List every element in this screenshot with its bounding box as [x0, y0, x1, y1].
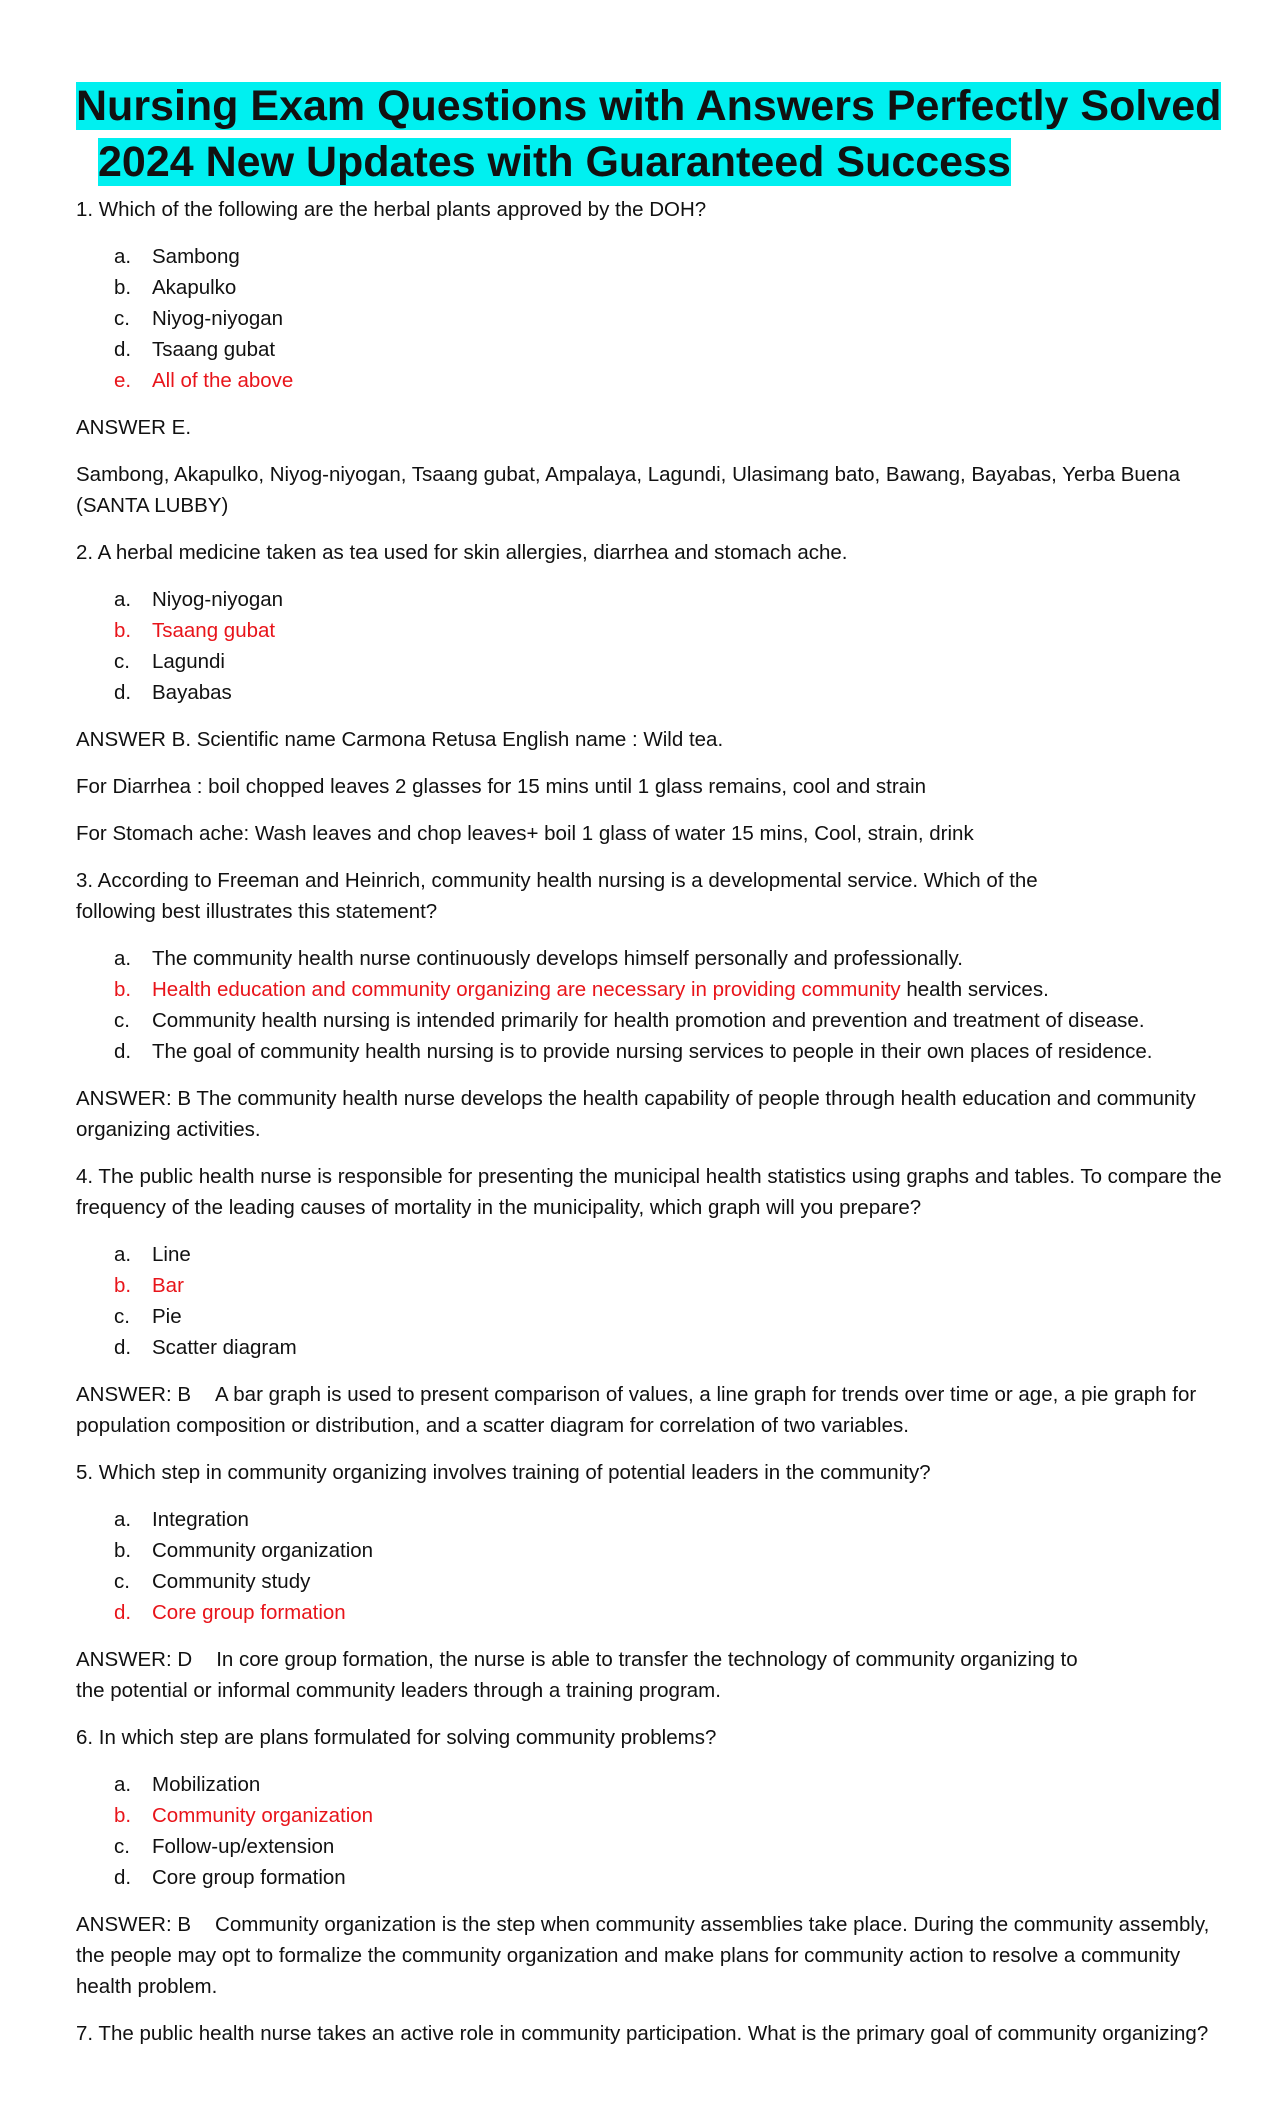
option-b-correct: b. Tsaang gubat: [114, 619, 276, 642]
option-d: d. Bayabas: [114, 681, 232, 704]
option-c: c. Community study: [114, 1570, 311, 1593]
option-d: d. The goal of community health nursing is to provide nursing services to people in their own places of residence.: [114, 1040, 1153, 1063]
question-5: 5. Which step in community organizing involves training of potential leaders in the community?: [76, 1461, 931, 1484]
answer-2-note-stomach: For Stomach ache: Wash leaves and chop leaves+ boil 1 glass of water 15 mins, Cool, strain, drink: [76, 822, 974, 845]
option-b-correct: b. Community organization: [114, 1804, 374, 1827]
option-c: c. Pie: [114, 1305, 182, 1328]
option-b-correct: b. Bar: [114, 1274, 184, 1297]
options-list-5: [76, 1504, 1230, 1628]
answer-3: ANSWER: B The community health nurse develops the health capability of people through health education and community organizing activities.: [76, 1087, 1196, 1141]
option-e-correct: e. All of the above: [114, 369, 294, 392]
option-d: d. Core group formation: [114, 1866, 346, 1889]
document-title: [76, 78, 1230, 190]
option-c: c. Follow-up/extension: [114, 1835, 335, 1858]
option-c: c. Niyog-niyogan: [114, 307, 284, 330]
title-line-2: 2024 New Updates with Guaranteed Success: [98, 138, 1011, 186]
option-a: a. Sambong: [114, 245, 240, 268]
answer-1-note: Sambong, Akapulko, Niyog-niyogan, Tsaang gubat, Ampalaya, Lagundi, Ulasimang bato, Bawang, Bayabas, Yerba Buena (SANTA LUBBY): [76, 463, 1180, 517]
option-c: c. Lagundi: [114, 650, 225, 673]
option-b-correct: b. Health education and community organizing are necessary in providing community health services.: [114, 978, 1049, 1001]
option-c: c. Community health nursing is intended primarily for health promotion and prevention and treatment of disease.: [114, 1009, 1145, 1032]
title-line-1: Nursing Exam Questions with Answers Perfectly Solved: [76, 82, 1222, 130]
option-b: b. Akapulko: [114, 276, 237, 299]
option-a: a. The community health nurse continuously develops himself personally and professionally.: [114, 947, 963, 970]
option-a: a. Niyog-niyogan: [114, 588, 284, 611]
answer-1: ANSWER E.: [76, 416, 192, 439]
option-a: a. Mobilization: [114, 1773, 261, 1796]
option-d: d. Scatter diagram: [114, 1336, 297, 1359]
question-6: 6. In which step are plans formulated for solving community problems?: [76, 1726, 717, 1749]
options-list-6: [76, 1769, 1230, 1893]
options-list-2: [76, 584, 1230, 708]
question-7: 7. The public health nurse takes an active role in community participation. What is the primary goal of community organizing?: [76, 2022, 1209, 2045]
options-list-4: [76, 1239, 1230, 1363]
question-4: 4. The public health nurse is responsible for presenting the municipal health statistics using graphs and tables. To compare the frequency of the leading causes of mortality in the municipality, which graph will you prepare?: [76, 1165, 1222, 1219]
option-b: b. Community organization: [114, 1539, 374, 1562]
option-a: a. Line: [114, 1243, 191, 1266]
question-1: 1. Which of the following are the herbal plants approved by the DOH?: [76, 198, 707, 221]
options-list-3: [76, 943, 1230, 1067]
answer-6: ANSWER: B Community organization is the step when community assemblies take place. During the community assembly, the people may opt to formalize the community organization and make plans for community action to resolve a community health problem.: [76, 1913, 1210, 1998]
option-a: a. Integration: [114, 1508, 249, 1531]
option-d-correct: d. Core group formation: [114, 1601, 346, 1624]
option-d: d. Tsaang gubat: [114, 338, 276, 361]
question-2: 2. A herbal medicine taken as tea used for skin allergies, diarrhea and stomach ache.: [76, 541, 848, 564]
options-list-1: [76, 241, 1230, 396]
answer-4: ANSWER: B A bar graph is used to present comparison of values, a line graph for trends over time or age, a pie graph for population composition or distribution, and a scatter diagram for correlation of two variables.: [76, 1383, 1197, 1437]
answer-2: ANSWER B. Scientific name Carmona Retusa English name : Wild tea.: [76, 728, 724, 751]
answer-5: ANSWER: D In core group formation, the nurse is able to transfer the technology of community organizing to the potential or informal community leaders through a training program.: [76, 1648, 1078, 1702]
question-3: 3. According to Freeman and Heinrich, community health nursing is a developmental service. Which of the following best illustrates this statement?: [76, 869, 1038, 923]
answer-2-note-diarrhea: For Diarrhea : boil chopped leaves 2 glasses for 15 mins until 1 glass remains, cool and strain: [76, 775, 927, 798]
